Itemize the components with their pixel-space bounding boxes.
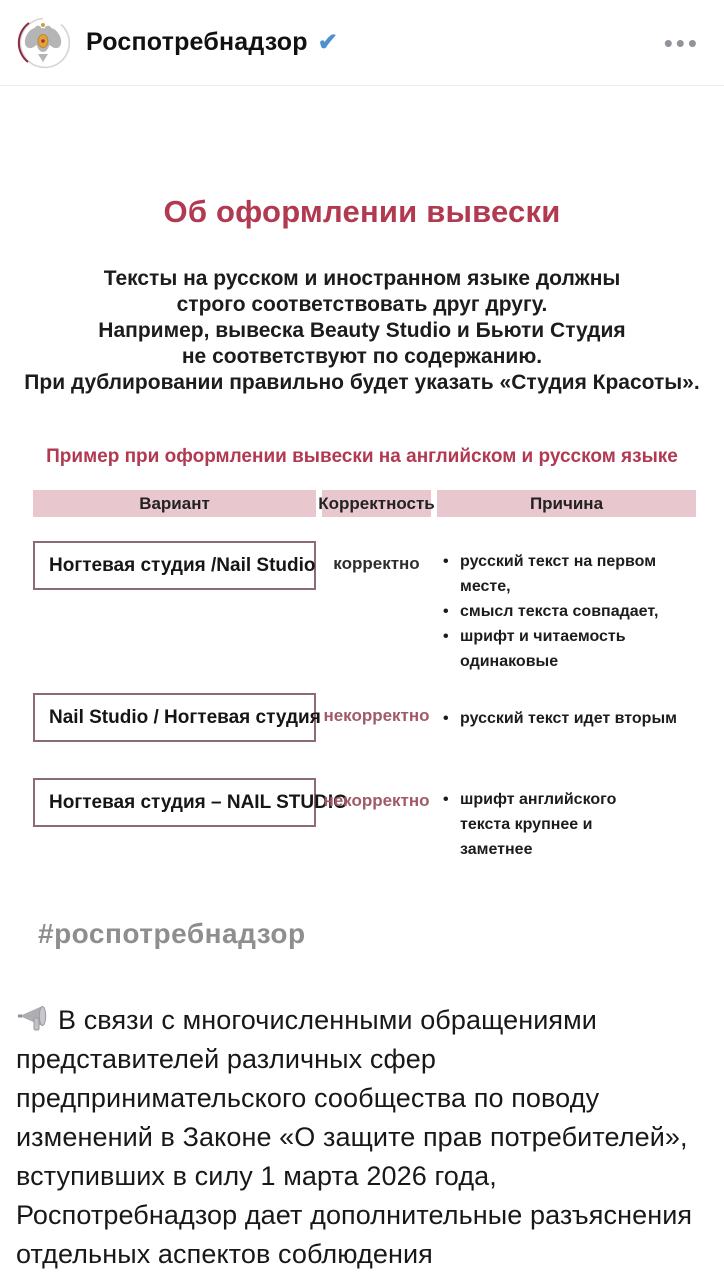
channel-avatar[interactable] <box>16 16 70 70</box>
reason-item: • шрифт и читаемость одинаковые <box>443 624 696 674</box>
sign-table <box>33 490 696 862</box>
column-header-reason: Причина <box>437 490 696 517</box>
reason-item: • шрифт английского текста крупнее и заметнее <box>443 787 669 862</box>
column-header-variant: Вариант <box>33 490 316 517</box>
intro-line: Например, вывеска Beauty Studio и Бьюти Студия <box>98 319 626 342</box>
post-header <box>0 0 724 86</box>
hashtag-link[interactable]: #роспотребнадзор <box>38 918 306 949</box>
megaphone-icon <box>16 1004 50 1032</box>
channel-name[interactable]: Роспотребнадзор <box>86 28 308 56</box>
table-caption: Пример при оформлении вывески на английском и русском языке <box>46 446 678 467</box>
intro-line: не соответствуют по содержанию. <box>181 345 543 368</box>
verified-badge-icon: ✔ <box>317 29 338 56</box>
reason-item: • смысл текста совпадает, <box>443 599 696 624</box>
correctness-cell: корректно <box>333 554 420 573</box>
poster-intro <box>0 266 724 396</box>
intro-line: При дублировании правильно будет указать «Студия Красоты». <box>24 371 700 394</box>
poster-title: Об оформлении вывески <box>163 194 561 229</box>
variant-cell: Ногтевая студия – NAIL STUDIO <box>33 778 316 827</box>
post-caption <box>0 985 724 1274</box>
table-row <box>33 778 696 862</box>
rospotrebnadzor-emblem-icon <box>16 16 70 70</box>
correctness-cell: некорректно <box>323 791 430 810</box>
post-image[interactable] <box>0 86 724 985</box>
intro-line: Тексты на русском и иностранном языке должны <box>103 267 621 290</box>
reasons-cell <box>437 541 696 674</box>
table-header-row <box>33 490 696 517</box>
reason-item: • русский текст на первом месте, <box>443 549 696 599</box>
column-header-correctness: Корректность <box>322 490 431 517</box>
table-row <box>33 693 696 742</box>
caption-text: В связи с многочисленными обращениями представителей различных сфер предпринимательского сообщества по поводу изменений в Законе «О защите прав потребителей», вступивших в силу 1 марта 2026 года, Роспотребнадзор дает дополнительные разъяснения отдельных аспектов соблюдения <box>16 1005 693 1269</box>
reasons-cell <box>437 778 669 862</box>
correctness-cell: некорректно <box>323 706 430 725</box>
reason-item: • русский текст идет вторым <box>443 706 696 731</box>
variant-cell: Nail Studio / Ногтевая студия <box>33 693 316 742</box>
variant-cell: Ногтевая студия /Nail Studio <box>33 541 316 590</box>
intro-line: строго соответствовать друг другу. <box>176 293 548 316</box>
reasons-cell <box>437 693 696 731</box>
post-menu-button[interactable]: ••• <box>663 27 700 58</box>
table-row <box>33 541 696 674</box>
